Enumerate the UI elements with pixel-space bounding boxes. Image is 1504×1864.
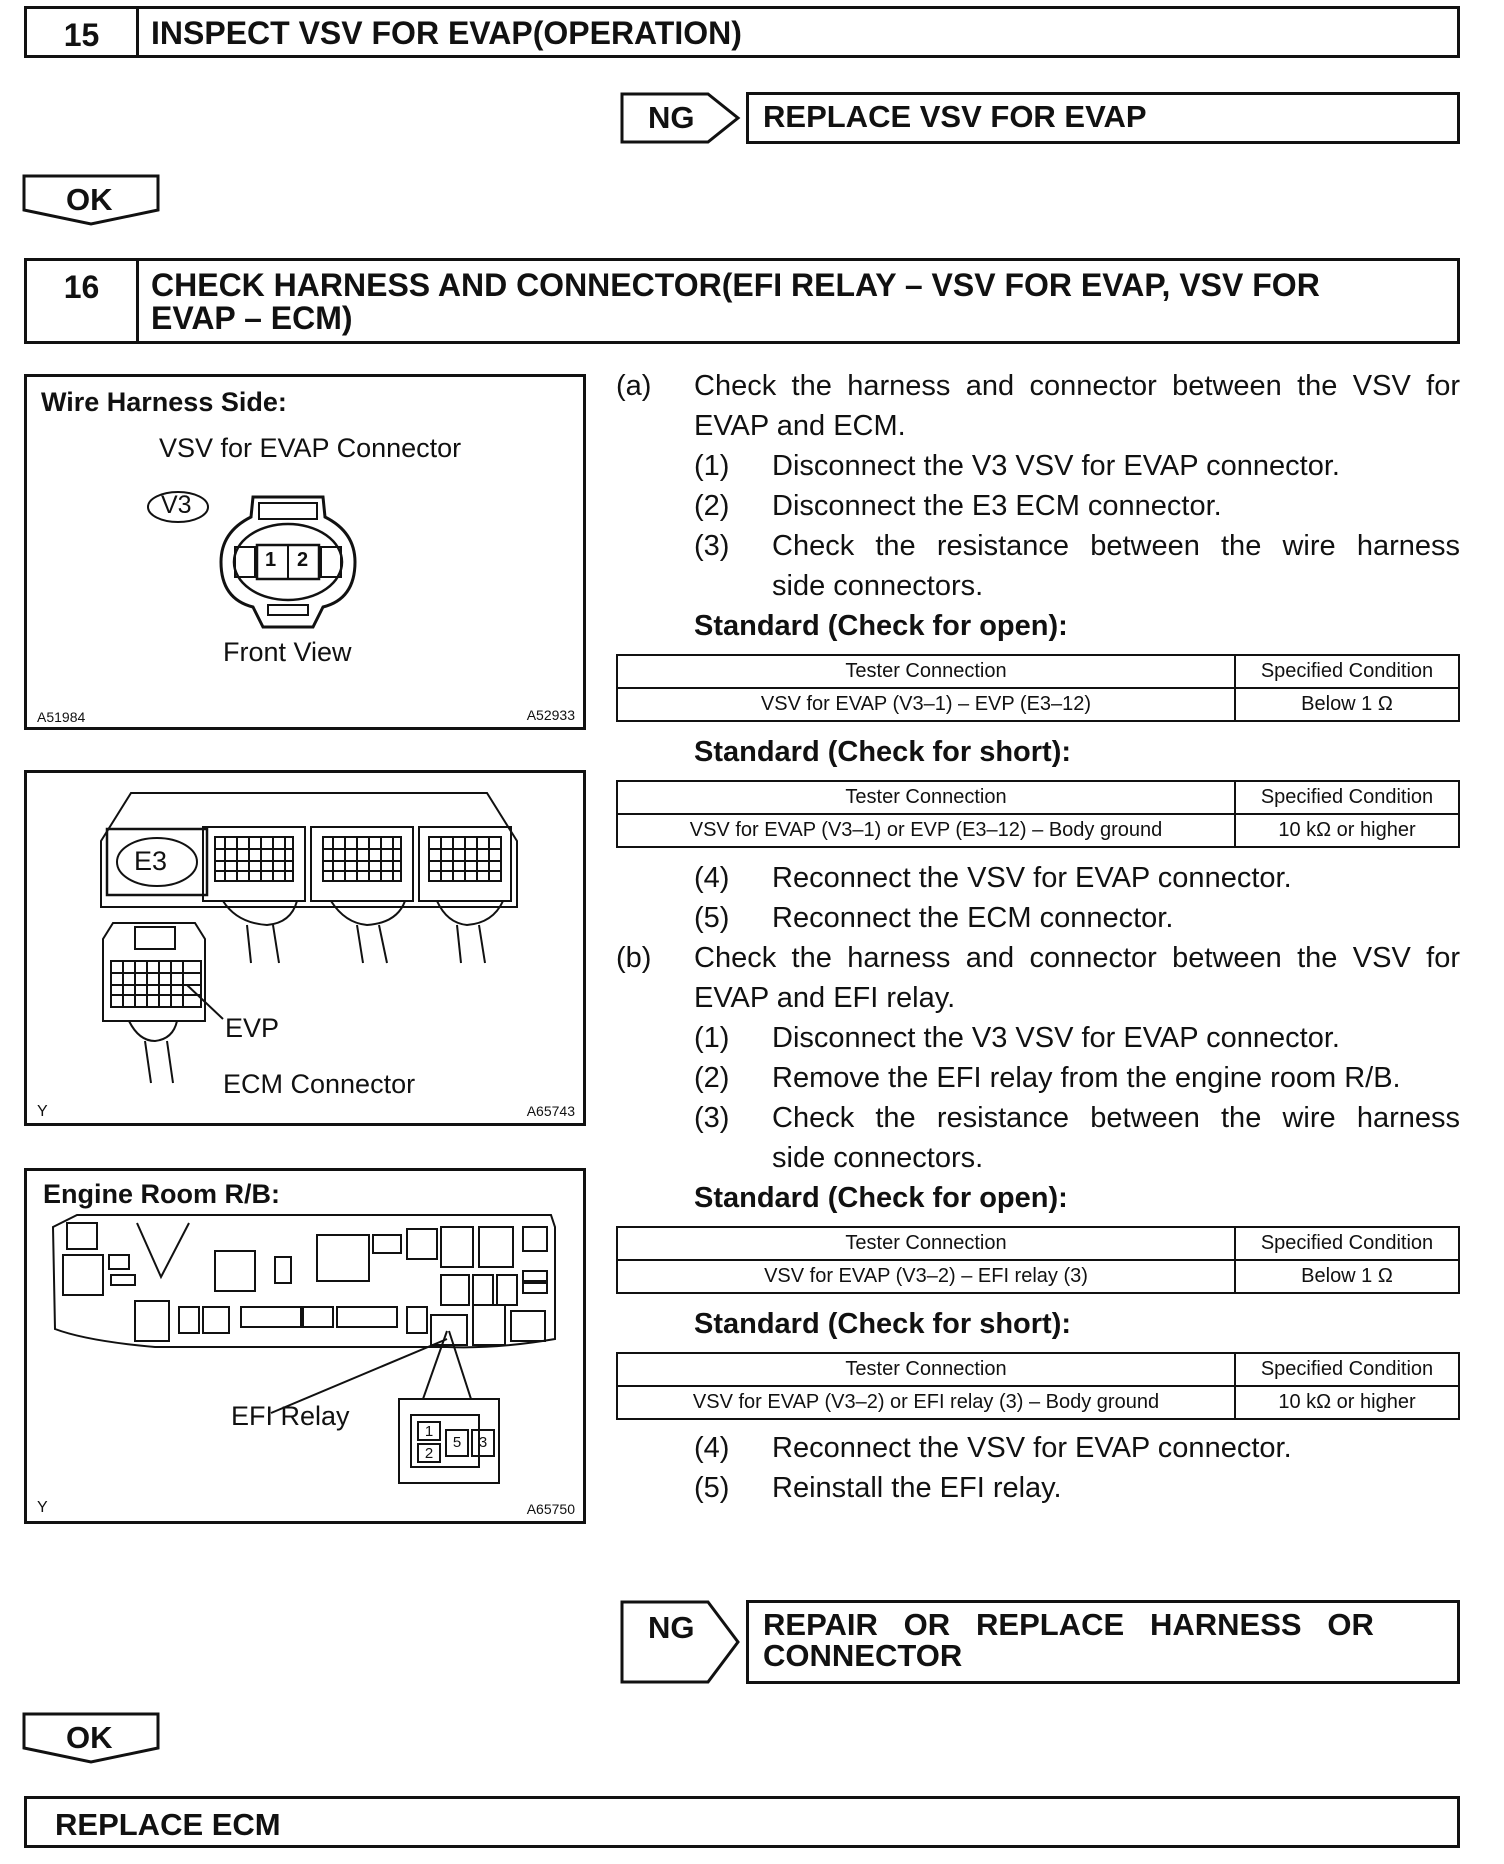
substep-number: (3) [694,530,730,562]
substep-text: side connectors. [772,570,984,602]
view-caption: Front View [223,637,352,667]
figure-caption: ECM Connector [223,1069,416,1099]
substep-number: (2) [694,490,730,522]
step-title [139,261,1457,341]
standard-heading: Standard (Check for short): [694,1308,1072,1340]
relay-label: EFI Relay [231,1401,350,1431]
substep-number: (4) [694,1432,730,1464]
table-cell: 10 kΩ or higher [1235,1386,1459,1419]
substep-number: (1) [694,1022,730,1054]
ok-label: OK [66,182,113,217]
substep-text: side connectors. [772,1142,984,1174]
table-header: Specified Condition [1235,655,1459,688]
pin-label: 1 [265,549,277,571]
figure-code: A52933 [526,707,575,723]
substep-text: Disconnect the V3 VSV for EVAP connector. [772,1022,1340,1054]
ng-result-box: REPLACE VSV FOR EVAP [746,92,1460,144]
title-line: EVAP – ECM) [151,300,353,336]
figure-heading: Engine Room R/B: [43,1179,280,1209]
step-16-header [24,258,1460,344]
connector-title: VSV for EVAP Connector [159,433,462,463]
ng-result-box [746,1600,1460,1684]
spec-table-b-short [616,1352,1460,1420]
spec-table-a-open [616,654,1460,722]
standard-heading: Standard (Check for open): [694,1182,1068,1214]
figure-code: Y [37,1103,48,1120]
table-header: Specified Condition [1235,1353,1459,1386]
figure-code: A65750 [526,1501,575,1517]
table-cell: VSV for EVAP (V3–2) or EFI relay (3) – Body ground [617,1386,1235,1419]
substep-text: Reconnect the VSV for EVAP connector. [772,862,1292,894]
vsv-connector-icon [213,487,363,637]
figure-code: A51984 [37,709,86,725]
substep-text: Remove the EFI relay from the engine room R/B. [772,1062,1401,1094]
substep-number: (3) [694,1102,730,1134]
substep-text: Reconnect the ECM connector. [772,902,1174,934]
standard-heading: Standard (Check for open): [694,610,1068,642]
step-title: INSPECT VSV FOR EVAP(OPERATION) [151,15,742,51]
relay-pin-3: 3 [471,1429,495,1457]
instruction-text: Check the harness and connector between the VSV for [694,370,1460,402]
step-number: 16 [27,261,139,341]
step-label: (a) [616,370,652,402]
substep-text: Disconnect the E3 ECM connector. [772,490,1222,522]
substep-text: Check the resistance between the wire harness [772,1102,1460,1134]
pin-label: 2 [297,549,309,571]
final-action-box: REPLACE ECM [24,1796,1460,1848]
table-cell: 10 kΩ or higher [1235,814,1459,847]
relay-pin-1: 1 [417,1421,441,1441]
relay-pin-5: 5 [445,1429,469,1457]
substep-text: Check the resistance between the wire harness [772,530,1460,562]
table-header: Tester Connection [617,1353,1235,1386]
title-line: CHECK HARNESS AND CONNECTOR(EFI RELAY – VSV FOR EVAP, VSV FOR [151,267,1320,303]
step-15-header [24,6,1460,58]
table-header: Specified Condition [1235,781,1459,814]
figure-code: A65743 [526,1103,575,1119]
substep-number: (4) [694,862,730,894]
figure-heading: Wire Harness Side: [41,387,287,417]
table-header: Specified Condition [1235,1227,1459,1260]
pin-label: EVP [225,1013,280,1043]
figure-ecm-connector [24,770,586,1126]
substep-text: Reinstall the EFI relay. [772,1472,1062,1504]
connector-id: V3 [161,491,192,519]
spec-table-b-open [616,1226,1460,1294]
figure-code: Y [37,1499,48,1516]
substep-text: Disconnect the V3 VSV for EVAP connector. [772,450,1340,482]
ng-result-line: REPAIR OR REPLACE HARNESS OR [763,1607,1374,1642]
substep-number: (5) [694,1472,730,1504]
substep-number: (2) [694,1062,730,1094]
table-cell: Below 1 Ω [1235,1260,1459,1293]
substep-text: Reconnect the VSV for EVAP connector. [772,1432,1292,1464]
table-cell: VSV for EVAP (V3–2) – EFI relay (3) [617,1260,1235,1293]
instruction-text: EVAP and ECM. [694,410,906,442]
substep-number: (5) [694,902,730,934]
substep-number: (1) [694,450,730,482]
table-header: Tester Connection [617,781,1235,814]
figure-engine-room-rb [24,1168,586,1524]
step-label: (b) [616,942,652,974]
standard-heading: Standard (Check for short): [694,736,1072,768]
table-header: Tester Connection [617,655,1235,688]
spec-table-a-short [616,780,1460,848]
instruction-text: EVAP and EFI relay. [694,982,956,1014]
table-cell: VSV for EVAP (V3–1) or EVP (E3–12) – Body ground [617,814,1235,847]
table-cell: Below 1 Ω [1235,688,1459,721]
relay-pin-2: 2 [417,1443,441,1463]
relay-block-drawing [27,1171,583,1521]
step-number: 15 [27,9,139,55]
table-cell: VSV for EVAP (V3–1) – EVP (E3–12) [617,688,1235,721]
ng-label: NG [648,1610,695,1645]
table-header: Tester Connection [617,1227,1235,1260]
ng-result-line: CONNECTOR [763,1638,963,1673]
figure-vsv-connector [24,374,586,730]
ng-label: NG [648,100,695,135]
instruction-text: Check the harness and connector between the VSV for [694,942,1460,974]
connector-id: E3 [134,846,168,876]
ok-label: OK [66,1720,113,1755]
